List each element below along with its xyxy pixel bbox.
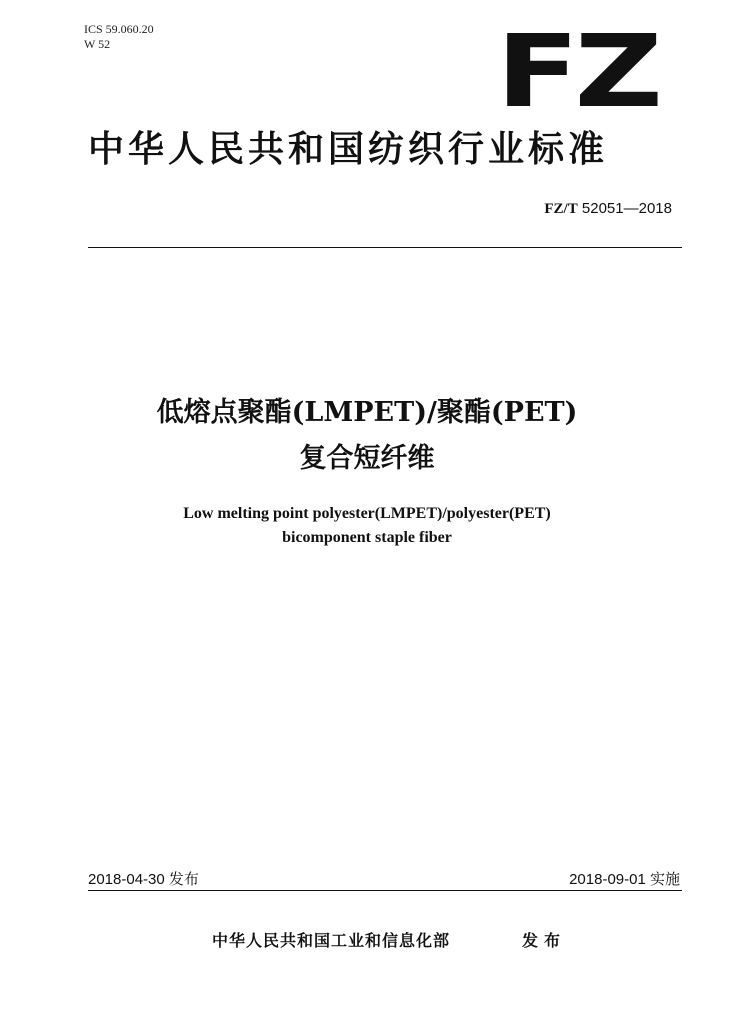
header-divider xyxy=(88,247,682,248)
standard-title: 中华人民共和国纺织行业标准 xyxy=(88,129,609,170)
document-title-en-line2: bicomponent staple fiber xyxy=(282,529,452,546)
issuer-action: 发布 xyxy=(522,931,567,950)
classification-block xyxy=(84,22,154,52)
standard-code-prefix: FZ/T xyxy=(544,201,578,217)
issuer-name: 中华人民共和国工业和信息化部 xyxy=(212,931,451,950)
fz-logo: FZ xyxy=(496,13,659,130)
document-title-en xyxy=(0,502,734,550)
classification-code: W 52 xyxy=(84,37,111,51)
footer-divider xyxy=(88,890,682,891)
ics-code: ICS 59.060.20 xyxy=(84,22,154,36)
document-title-en-line1: Low melting point polyester(LMPET)/polyester(PET) xyxy=(183,505,551,522)
implementation-date: 2018-09-01 实施 xyxy=(569,871,680,888)
issue-date: 2018-04-30 发布 xyxy=(88,871,199,888)
standard-code xyxy=(544,200,672,218)
standard-code-number: 52051—2018 xyxy=(581,200,672,217)
document-title-zh-line2: 复合短纤维 xyxy=(299,443,435,474)
document-title-zh xyxy=(0,390,734,482)
document-title-zh-line1: 低熔点聚酯(LMPET)/聚酯(PET) xyxy=(156,397,578,428)
